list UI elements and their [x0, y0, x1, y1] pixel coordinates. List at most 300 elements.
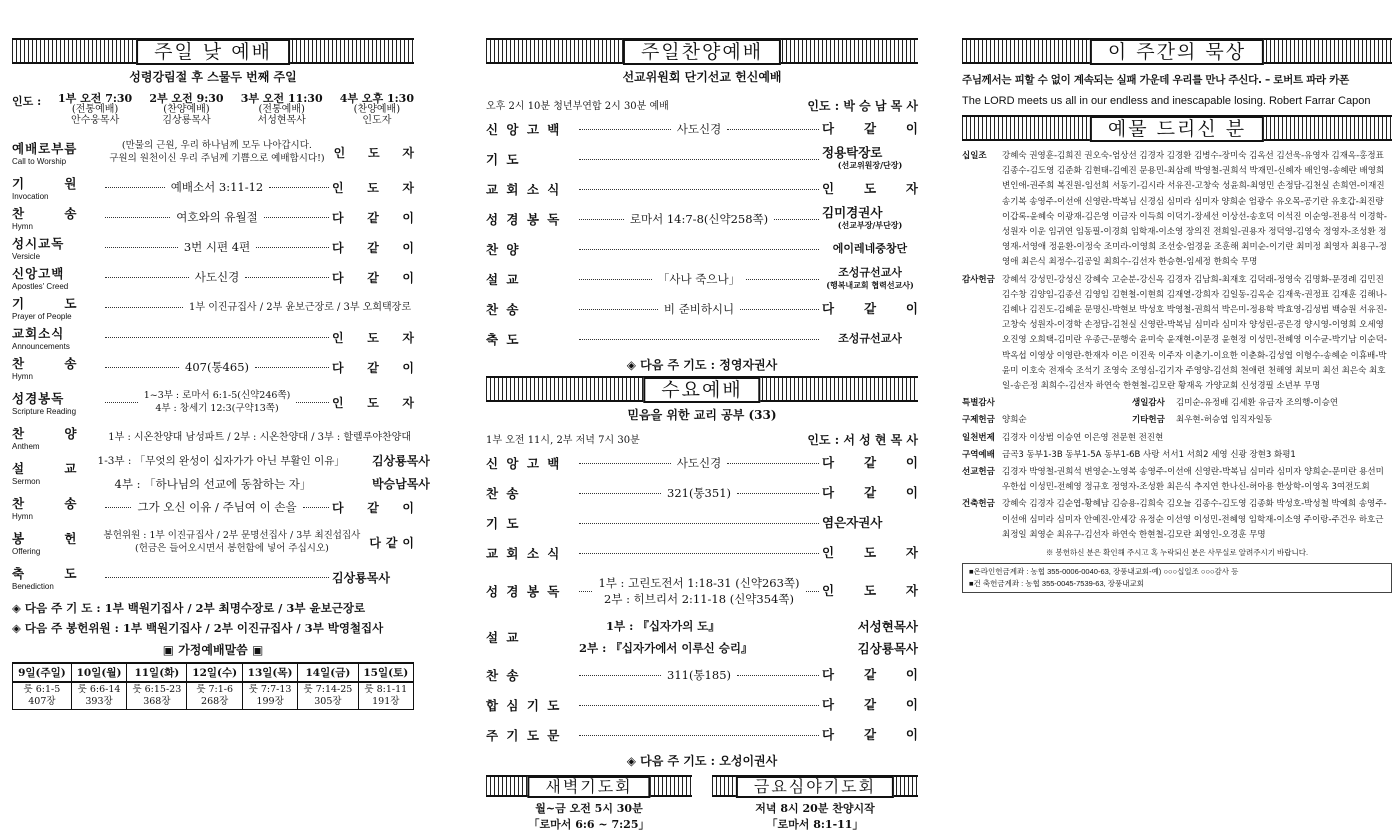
order-content: 사도신경 [194, 269, 240, 284]
order-title-en: Apostles' Creed [12, 281, 69, 291]
service-time: 3부 오전 11:30 [240, 92, 323, 105]
dotted-leader [740, 309, 819, 310]
order-item [486, 448, 918, 478]
order-item [12, 322, 414, 352]
family-day: 9일(주일) [13, 663, 72, 682]
order-title [12, 459, 95, 486]
family-ref: 룻 6:15-23 [132, 684, 182, 695]
order-leader: 인 도 자 [822, 181, 918, 196]
meditation-korean: 주님께서는 피할 수 없이 계속되는 실패 가운데 우리를 만나 주신다. – 로버트 파라 카폰 [962, 74, 1349, 86]
order-title-ko: 교회소식 [12, 325, 65, 341]
dotted-leader [105, 507, 131, 508]
family-hymn: 268장 [201, 696, 229, 707]
sermon-lines [95, 452, 430, 492]
order-item [486, 144, 918, 174]
order-title-en: Versicle [12, 251, 41, 261]
order-content: 1부 : 고린도전서 1:18-31 (신약263쪽) 2부 : 히브리서 2:11-18 (신약354쪽) [598, 576, 800, 606]
sermon-line [95, 452, 430, 469]
service-leader: 서성현목사 [257, 115, 306, 126]
order-title: 찬 양 [486, 242, 521, 257]
column-meditation-offerings [962, 0, 1392, 785]
order-title: 설 교 [486, 272, 521, 287]
order-leader-wrap [822, 147, 918, 171]
service-times [12, 93, 414, 126]
family-ref: 룻 6:1-5 [23, 684, 61, 695]
order-title: 설 교 [486, 630, 521, 645]
praise-worship-banner [486, 38, 918, 64]
dotted-leader [105, 577, 329, 578]
order-title-ko: 성시교독 [12, 235, 65, 251]
wednesday-next-prayer: ◈ 다음 주 기도 : 오성이권사 [626, 754, 778, 768]
order-title-en: Announcements [12, 341, 70, 351]
order-leader: 다 같 이 [369, 535, 414, 550]
order-title: 교 회 소 식 [486, 546, 562, 561]
order-content: 사도신경 [676, 456, 722, 470]
order-title-ko: 기 원 [12, 175, 95, 191]
friday-prayer [712, 775, 918, 832]
offering-type-2: 기타헌금 [1132, 415, 1165, 426]
dotted-leader [579, 339, 819, 340]
family-day: 13일(목) [242, 663, 297, 682]
service-leader: 인도자 [362, 115, 392, 126]
order-leader: 인 도 자 [333, 145, 414, 160]
offering-names: 양희순 [1002, 415, 1027, 426]
dotted-leader [579, 553, 819, 554]
order-leader: 다 같 이 [822, 697, 918, 712]
order-title [12, 389, 102, 416]
order-title-en: Anthem [12, 441, 40, 451]
order-item [12, 172, 414, 202]
offering-names: 금곡3 동부1-3B 동부1-5A 동부1-6B 사랑 서서1 서희2 세영 신광 장현3 화평1 [1002, 449, 1296, 460]
order-title-ko: 예배로부름 [12, 140, 78, 156]
friday-time: 저녁 8시 20분 찬양시작 [755, 802, 875, 815]
offering-type: 구제헌금 [962, 415, 995, 426]
order-item [12, 562, 414, 592]
order-content: 「사나 죽으나」 [657, 272, 741, 286]
banner-title: 주일찬양예배 [623, 39, 781, 65]
order-leader-wrap [822, 303, 918, 315]
order-title [12, 529, 95, 556]
order-item [486, 264, 918, 294]
order-content: 봉헌위원 : 1부 이진규집사 / 2부 문명선집사 / 3부 최진섭집사 (헌금은 들어오시면서 봉헌함에 넣어 주십시오) [103, 530, 361, 554]
order-item [12, 132, 414, 172]
praise-next-prayer: ◈ 다음 주 기도 : 정영자권사 [626, 358, 778, 372]
service-time: 1부 오전 7:30 [58, 92, 133, 105]
order-item [12, 202, 414, 232]
order-item [486, 568, 918, 614]
leader-label: 인도 : [12, 95, 42, 108]
dotted-leader [105, 187, 165, 188]
family-reading [127, 682, 187, 710]
family-day: 10일(월) [71, 663, 126, 682]
offering-group [962, 149, 1392, 271]
order-title [12, 424, 99, 451]
online-account: ■온라인헌금계좌 : 농협 355-0006-0040-63, 장풍내교회-예) ○○○십일조 ○○○감사 등 [969, 567, 1239, 577]
order-title-en: Benediction [12, 581, 54, 591]
wednesday-time: 1부 오전 11시, 2부 저녁 7시 30분 [486, 435, 640, 446]
family-day: 12일(수) [187, 663, 242, 682]
column-sunday-worship [12, 0, 430, 785]
order-title: 합 심 기 도 [486, 698, 562, 713]
dotted-leader [737, 493, 819, 494]
dotted-leader [579, 735, 819, 736]
banner-title: 수요예배 [643, 377, 760, 403]
dotted-leader [579, 705, 819, 706]
order-content: 그가 오신 이유 / 주님여 이 손을 [137, 499, 297, 514]
service-type: (전통예배) [71, 104, 119, 115]
footnote: ※ 봉헌하신 분은 확인해 주시고 혹 누락되신 분은 사무실로 알려주시기 바랍니다. [1045, 548, 1309, 558]
praise-leader: 인도 : 박 승 남 목 사 [807, 99, 918, 113]
order-title [12, 174, 102, 201]
order-title: 주 기 도 문 [486, 728, 562, 743]
dotted-leader [579, 249, 819, 250]
order-title-ko: 기 도 [12, 295, 95, 311]
order-item [486, 174, 918, 204]
dotted-leader [105, 277, 189, 278]
offering-type: 건축헌금 [962, 499, 995, 510]
order-leader: 인 도 자 [332, 395, 415, 410]
order-content: 1부 : 시온찬양대 남성파트 / 2부 : 시온찬양대 / 3부 : 할렐루야찬양대 [108, 431, 411, 443]
family-ref: 룻 7:1-6 [196, 684, 234, 695]
order-leader-note: (행복내교회 협력선교사) [826, 280, 914, 290]
family-hymn: 191장 [372, 696, 400, 707]
order-leader: 인 도 자 [822, 545, 918, 560]
order-content: 407(통465) [185, 359, 249, 374]
order-content: 1~3부 : 로마서 6:1-5(신약246쪽) 4부 : 창세기 12:3(구약13쪽) [143, 390, 291, 414]
order-content: 로마서 14:7-8(신약258쪽) [629, 212, 769, 226]
dawn-text: 「로마서 6:6 ~ 7:25」 [528, 818, 650, 831]
family-reading [242, 682, 297, 710]
banner-title: 이 주간의 묵상 [1090, 39, 1264, 65]
offering-names-2: 김미순-유정배 김세환 유금자 조의행-이승연 [1176, 398, 1339, 409]
order-leader-wrap [822, 547, 918, 559]
order-title-en: Invocation [12, 191, 49, 201]
sermon-line [576, 639, 918, 657]
offering-type: 특별감사 [962, 398, 995, 409]
order-title-en: Scripture Reading [12, 406, 77, 416]
dotted-leader [746, 279, 819, 280]
dotted-leader [579, 159, 819, 160]
offering-group [962, 413, 1392, 428]
friday-title: 금요심야기도회 [736, 776, 894, 798]
worship-subtitle: 성령강림절 후 스물두 번째 주일 [129, 70, 297, 84]
order-title: 성 경 봉 독 [486, 584, 562, 599]
order-item [486, 294, 918, 324]
order-item [486, 234, 918, 264]
order-leader-wrap [822, 457, 918, 469]
praise-time-row [486, 97, 918, 114]
order-leader-wrap [822, 123, 918, 135]
order-title [12, 324, 102, 351]
order-leader-wrap [822, 729, 918, 741]
order-leader: 다 같 이 [822, 667, 919, 682]
offering-names: 김경자 박영철-권희석 변영순-노영복 송영주-이선애 신영란-박복님 심미라 심미자 양희순-문미란 용선미 우한섭 이성민-전혜영 정규호 정영자-조성환 최은식 추지연 한나신-허아용 한상학-이영옥 3여전도회 [1002, 467, 1384, 493]
order-leader-wrap [822, 517, 918, 529]
order-item [486, 690, 918, 720]
order-item [12, 352, 414, 382]
order-leader: 다 같 이 [332, 210, 415, 225]
meditation-banner [962, 38, 1392, 64]
order-leader-wrap [822, 267, 918, 291]
order-content: 3번 시편 4편 [183, 239, 251, 254]
order-item [486, 324, 918, 354]
order-title-ko: 설 교 [12, 460, 95, 476]
preacher-2: 김상룡목사 [857, 641, 918, 656]
sermon-2: 2부 : 『십자가에서 이루신 승리』 [579, 641, 753, 655]
wednesday-leader: 인도 : 서 성 현 목 사 [807, 433, 918, 447]
order-title-en: Hymn [12, 221, 33, 231]
offering-group [962, 465, 1392, 495]
dotted-leader [105, 217, 170, 218]
dotted-leader [264, 217, 329, 218]
dotted-leader [579, 279, 652, 280]
service-type: (찬양예배) [353, 104, 401, 115]
order-leader: 김미경권사 [822, 205, 883, 220]
service-leader: 김상룡목사 [162, 115, 211, 126]
order-content: 여호와의 유월절 [176, 209, 258, 224]
order-leader: 인 도 자 [822, 583, 918, 598]
dotted-leader [579, 523, 819, 524]
family-ref: 룻 6:6-14 [77, 684, 121, 695]
offering-names-2: 최우현-허승엽 임직자일동 [1176, 415, 1273, 426]
offering-names: 강혜숙 김경자 김순엽-황혜남 김승용-김희숙 김오늘 김종수-김도영 김종화 박성호-박성철 박예희 송영주-이선애 심미라 심미자 안예진-안세강 유정순 이선영 이성민-전혜영 임학재-이소영 주이랑-주건우 하호근 최정일 최영순 최유구-김선자 하연숙 한현철-김모란 최영인-오경훈 무명 [1002, 499, 1387, 540]
order-title: 찬 송 [486, 486, 521, 501]
sermon-line [95, 475, 430, 492]
dotted-leader [245, 277, 329, 278]
dotted-leader [737, 675, 819, 676]
order-title: 신 앙 고 백 [486, 456, 562, 471]
dawn-time: 월~금 오전 5시 30분 [535, 802, 643, 815]
offering-group [962, 273, 1392, 395]
offering-group [962, 497, 1392, 543]
service-time: 2부 오전 9:30 [149, 92, 224, 105]
order-leader: 인 도 자 [332, 330, 414, 345]
wednesday-order-list [486, 448, 918, 750]
family-hymn: 199장 [256, 696, 284, 707]
wednesday-banner [486, 376, 918, 402]
banner-title: 예물 드리신 분 [1090, 116, 1264, 142]
friday-banner [712, 775, 918, 797]
dotted-leader [105, 337, 329, 338]
preacher-2: 박승남목사 [371, 477, 430, 491]
order-leader: 조성규선교사 [838, 332, 902, 345]
offering-names [1002, 396, 1132, 411]
wednesday-time-row [486, 431, 918, 448]
sermon-1: 1-3부 : 「무엇의 완성이 십자가가 아닌 부활인 이유」 [97, 455, 345, 467]
service-leader: 안수웅목사 [70, 115, 120, 126]
order-title-en: Sermon [12, 476, 41, 486]
order-title-ko: 성경봉독 [12, 390, 65, 406]
order-title: 기 도 [486, 516, 521, 531]
family-ref: 룻 7:14-25 [303, 684, 353, 695]
order-leader-wrap [822, 333, 918, 345]
order-content: 예배소서 3:11-12 [170, 179, 264, 194]
service-2 [149, 93, 223, 126]
order-title-ko: 찬 송 [12, 495, 95, 511]
banner-title: 주일 낮 예배 [136, 39, 290, 65]
dotted-leader [105, 367, 179, 368]
order-item [486, 614, 918, 660]
order-title-ko: 신앙고백 [12, 265, 65, 281]
order-leader: 다 같 이 [822, 727, 918, 742]
order-title: 찬 송 [486, 302, 521, 317]
order-leader: 조성규선교사 [838, 266, 902, 279]
order-content: 311(통185) [667, 668, 731, 682]
service-type: (전통예배) [258, 104, 305, 115]
order-leader-wrap [822, 243, 918, 255]
order-content: 321(통351) [667, 486, 731, 500]
order-leader: 다 같 이 [822, 121, 918, 136]
offering-names: 강혜숙 권영훈-김희진 권오숙-엄상선 김경자 김경환 김병수-장미숙 김옥선 김선욱-유영자 김재옥-홍정표 김종수-김도영 김준화 김현태-김예진 문용민-최삼례 박영철-권희석 박재민-신혜자 배인영-송혜란 배영희 변인애-권주희 복진원-임선희 서동기-김시라 서유진-고창숙 성윤희-최영민 손정담-김천실 손희연-이재진 송기복 송영주-이선애 신영란-박복님 신경심 심미라 심미자 양희순 엄광수 유오목-공기란 유호갑-최진량 이갑록-윤혜숙 이광재-김은영 이금자 이득희 이덕기-장세선 이상선-송호덕 이석진 이순영-전용석 이경학-성원자 이운 임귀연 임동필-이경희 임학재-이소영 장의진 전희일-권용자 정덕영-김영숙 정영자-조성환 정영재-서영애 정윤환-이정숙 조미라-이영희 조선숭-엄경윤 조훈해 최미순-이기란 최미정 최영자 최용구-정영애 최은식 최정수-김공일 최희수-김선자 한승현-임세정 한희숙 무명 [1002, 151, 1387, 268]
order-leader-wrap [822, 699, 918, 711]
meditation-english: The LORD meets us all in our endless and inescapable losing. Robert Farrar Capon [962, 95, 1371, 107]
dotted-leader [296, 402, 329, 403]
dotted-leader [727, 463, 819, 464]
dotted-leader [579, 591, 592, 592]
order-item [486, 720, 918, 750]
sunday-worship-banner [12, 38, 414, 64]
family-ref: 룻 7:7-13 [248, 684, 292, 695]
family-reading [13, 682, 72, 710]
sermon-line [576, 617, 918, 635]
order-item [12, 422, 414, 452]
offering-type: 구역예배 [962, 449, 995, 460]
family-reading [187, 682, 242, 710]
order-title-ko: 찬 송 [12, 355, 95, 371]
order-title [12, 264, 102, 291]
offering-list [962, 149, 1392, 543]
order-leader-wrap [822, 207, 918, 231]
dotted-leader [579, 189, 819, 190]
dotted-leader [256, 247, 329, 248]
dawn-prayer [486, 775, 692, 832]
offering-names: 강혜석 강성민-강성신 강혜숙 고순분-강신옥 김경자 김남희-최재호 김덕래-정영숙 김명화-문경례 김민진 김수창 김양임-김종선 김영임 김현철-이현희 김재열-강희자 김일동-김옥순 김재욱-권정표 김재훈 김해나-김혜나 김진도-김혜윤 문명신-박현보 박성호 박영철-권희석 박은미-정용학 박효영-김성범 백승원 서유진-고창숙 성원자-이경학 손정담-김천실 신영란-박복님 심미라 심미자 양성린-공은경 양시영-이영희 오세영 오진영 오희택-김미란 우종근-문행숙 윤미숙 윤재현-이문경 윤현정 이성민-전혜영 이수균-박기남 이순덕-박옥섭 이영상 이영란-한재자 이은 이진욱 이주자 이춘기-이요한 이춘화-김성엽 이형수-송혜순 이휴배-박윤미 이호숙 전재숙 조석기 조영숙 조영심-김기자 주영양-김선희 천애련 천해영 최보미 최선 최은숙 최호일-송은정 최희수-김선자 하연숙 한현철-김모란 황재옥 가양교회 신성경필 소년부 무명 [1002, 274, 1387, 392]
order-leader: 다 같 이 [332, 360, 415, 375]
order-item [12, 382, 414, 422]
service-type: (찬양예배) [163, 104, 210, 115]
dotted-leader [806, 591, 819, 592]
dotted-leader [579, 493, 661, 494]
family-reading [358, 682, 413, 710]
order-title-en: Hymn [12, 371, 33, 381]
offering-names: 김경자 이상범 이승연 이은영 전문현 전진현 [1002, 432, 1164, 443]
family-hymn: 368장 [143, 696, 171, 707]
order-title-ko: 찬 송 [12, 205, 95, 221]
order-leader: 다 같 이 [822, 301, 918, 316]
order-leader-note: (선교위원장/단장) [837, 160, 903, 170]
dotted-leader [579, 309, 658, 310]
praise-subtitle: 선교위원회 단기선교 헌신예배 [622, 70, 782, 84]
service-1 [58, 93, 132, 126]
building-account: ■건 축헌금계좌 : 농협 355-0045-7539-63, 장풍내교회 [969, 579, 1145, 589]
family-hymn: 305장 [314, 696, 342, 707]
column-praise-worship [486, 0, 919, 831]
order-leader-wrap [822, 183, 918, 195]
family-reading [71, 682, 126, 710]
offerings-banner [962, 115, 1392, 141]
dotted-leader [579, 463, 671, 464]
order-item [486, 660, 918, 690]
order-title-en: Hymn [12, 511, 33, 521]
order-content: 비 준비하시니 [663, 302, 735, 316]
order-item [486, 508, 918, 538]
order-leader: 다 같 이 [822, 455, 918, 470]
order-leader: 다 같 이 [332, 500, 414, 515]
dotted-leader [727, 129, 819, 130]
offering-group [962, 448, 1392, 463]
order-item [12, 452, 430, 492]
family-worship-table [12, 662, 414, 710]
order-item [12, 262, 414, 292]
dawn-banner [486, 775, 692, 797]
family-day: 15일(토) [358, 663, 413, 682]
order-title [12, 294, 102, 321]
order-title [12, 204, 102, 231]
order-leader: 에이레네중창단 [832, 242, 908, 255]
account-box [962, 563, 1392, 593]
dotted-leader [303, 507, 329, 508]
order-leader-wrap [822, 487, 918, 499]
offering-type: 감사헌금 [962, 274, 995, 285]
order-leader-note: (선교부장/부단장) [837, 220, 903, 230]
order-title-en: Offering [12, 546, 41, 556]
service-3 [241, 93, 323, 126]
praise-order-list [486, 114, 918, 354]
order-content: (만물의 근원, 우리 하나님께 모두 나아갑시다. 구원의 원천이신 우리 주님께 기쁨으로 예배합시다!) [109, 140, 325, 164]
dotted-leader [105, 402, 138, 403]
order-item [12, 232, 414, 262]
order-title: 찬 송 [486, 668, 521, 683]
dotted-leader [579, 675, 661, 676]
sermon-1: 1부 : 『십자가의 도』 [606, 619, 720, 633]
order-content: 1부 이진규집사 / 2부 윤보근장로 / 3부 오희택장로 [189, 301, 411, 313]
preacher-1: 서성현목사 [857, 619, 918, 634]
offering-type: 십일조 [962, 151, 987, 161]
sunday-order-list [12, 132, 430, 592]
dotted-leader [105, 247, 178, 248]
offering-group [962, 396, 1392, 411]
order-content: 사도신경 [676, 122, 722, 136]
order-title: 교 회 소 식 [486, 182, 562, 197]
order-leader: 염은자권사 [822, 515, 883, 530]
friday-text: 「로마서 8:1-11」 [766, 818, 864, 831]
order-leader: 다 같 이 [822, 485, 919, 500]
order-title [12, 494, 102, 521]
order-leader-wrap [822, 585, 918, 597]
offering-type: 일천번제 [962, 432, 995, 443]
preacher-1: 김상룡목사 [371, 454, 430, 468]
order-item [12, 292, 414, 322]
dotted-leader [579, 129, 671, 130]
family-ref: 룻 8:1-11 [364, 684, 408, 695]
order-leader-wrap [822, 669, 918, 681]
order-leader: 인 도 자 [332, 180, 414, 195]
order-title: 성 경 봉 독 [486, 212, 562, 227]
order-title [12, 234, 102, 261]
order-item [486, 478, 918, 508]
order-title-en: Call to Worship [12, 156, 67, 166]
order-item [486, 114, 918, 144]
prayer-meetings [486, 775, 918, 832]
order-title: 축 도 [486, 332, 521, 347]
order-item [486, 204, 918, 234]
offering-group [962, 431, 1392, 446]
order-title [12, 139, 100, 166]
order-title: 신 앙 고 백 [486, 122, 562, 137]
next-week-offering: ◈ 다음 주 봉헌위원 : 1부 백원기집사 / 2부 이진규집사 / 3부 박영철집사 [12, 621, 384, 635]
order-item [12, 522, 414, 562]
dotted-leader [579, 219, 624, 220]
